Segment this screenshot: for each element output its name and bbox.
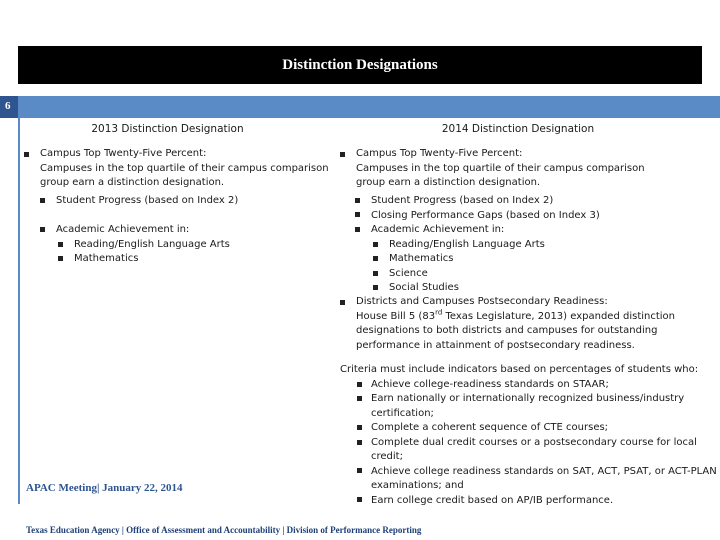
title-bar [18, 46, 702, 84]
bullet-marker [355, 198, 360, 203]
criteria-item-sat-act-cont: examinations; and [371, 480, 464, 491]
right-main-line-3: group earn a distinction designation. [356, 177, 541, 188]
bullet-marker [357, 440, 362, 445]
bullet-marker [373, 271, 378, 276]
criteria-item-dual-credit: Complete dual credit courses or a postsecondary course for local [371, 436, 697, 448]
left-subsub-reading: Reading/English Language Arts [74, 238, 230, 250]
districts-line-2b: Texas Legislature, 2013) expanded distinction [442, 310, 676, 322]
ordinal-suffix: rd [435, 308, 443, 317]
right-subsub-math: Mathematics [389, 253, 454, 264]
right-main-line-2: Campuses in the top quartile of their campus comparison [356, 162, 645, 174]
left-main-line-1: Campus Top Twenty-Five Percent: [40, 148, 207, 159]
left-sub-student-progress: Student Progress (based on Index 2) [56, 195, 239, 206]
right-main-line-1: Campus Top Twenty-Five Percent: [356, 148, 523, 159]
right-subsub-social-studies: Social Studies [389, 282, 459, 293]
slide-number-box [0, 96, 18, 118]
right-sub-student-progress: Student Progress (based on Index 2) [371, 195, 554, 206]
criteria-item-staar: Achieve college-readiness standards on STAAR; [371, 378, 609, 390]
left-sub-academic: Academic Achievement in: [56, 224, 190, 235]
footer-agency: Texas Education Agency | Office of Assessment and Accountability | Division of Performance Reporting [26, 525, 422, 535]
slide-title: Distinction Designations [282, 56, 438, 73]
bullet-marker [24, 152, 29, 157]
bullet-marker [357, 382, 362, 387]
criteria-item-sat-act: Achieve college readiness standards on SAT, ACT, PSAT, or ACT-PLAN [371, 465, 717, 477]
bullet-marker [373, 242, 378, 247]
bullet-marker [357, 468, 362, 473]
bullet-marker [40, 198, 45, 203]
bullet-marker [357, 425, 362, 430]
slide-number: 6 [5, 100, 11, 112]
bullet-marker [40, 227, 45, 232]
left-heading: 2013 Distinction Designation [91, 123, 244, 135]
right-subsub-reading: Reading/English Language Arts [389, 238, 545, 250]
districts-line-3: designations to both districts and campuses for outstanding [356, 325, 658, 336]
bullet-marker [58, 256, 63, 261]
left-main-line-2: Campuses in the top quartile of their campus comparison [40, 162, 329, 174]
right-sub-academic: Academic Achievement in: [371, 224, 505, 235]
districts-line-1: Districts and Campuses Postsecondary Readiness: [356, 296, 608, 307]
bullet-marker [58, 242, 63, 247]
criteria-item-ap-ib: Earn college credit based on AP/IB performance. [371, 494, 614, 506]
bullet-marker [340, 152, 345, 157]
criteria-item-certification-cont: certification; [371, 407, 434, 419]
districts-line-2a: House Bill 5 (83 [356, 310, 436, 322]
districts-line-4: performance in attainment of postsecondary readiness. [356, 339, 635, 351]
bullet-marker [355, 212, 360, 217]
footer-meeting: APAC Meeting| January 22, 2014 [26, 482, 183, 494]
criteria-item-dual-credit-cont: credit; [371, 451, 403, 462]
bullet-marker [340, 300, 345, 305]
right-heading: 2014 Distinction Designation [441, 123, 595, 135]
criteria-item-cte: Complete a coherent sequence of CTE courses; [371, 422, 609, 433]
bullet-marker [373, 256, 378, 261]
criteria-intro: Criteria must include indicators based on percentages of students who: [340, 364, 699, 375]
bullet-marker [373, 285, 378, 290]
right-subsub-science: Science [389, 267, 428, 279]
bullet-marker [355, 227, 360, 232]
criteria-item-certification: Earn nationally or internationally recognized business/industry [371, 393, 685, 404]
districts-line-2 [356, 310, 675, 325]
left-subsub-math: Mathematics [74, 253, 139, 264]
left-accent-line [18, 118, 20, 504]
accent-bar [0, 96, 720, 118]
left-main-line-3: group earn a distinction designation. [40, 177, 225, 188]
right-sub-closing-gaps: Closing Performance Gaps (based on Index 3) [371, 209, 600, 221]
bullet-marker [357, 497, 362, 502]
bullet-marker [357, 396, 362, 401]
